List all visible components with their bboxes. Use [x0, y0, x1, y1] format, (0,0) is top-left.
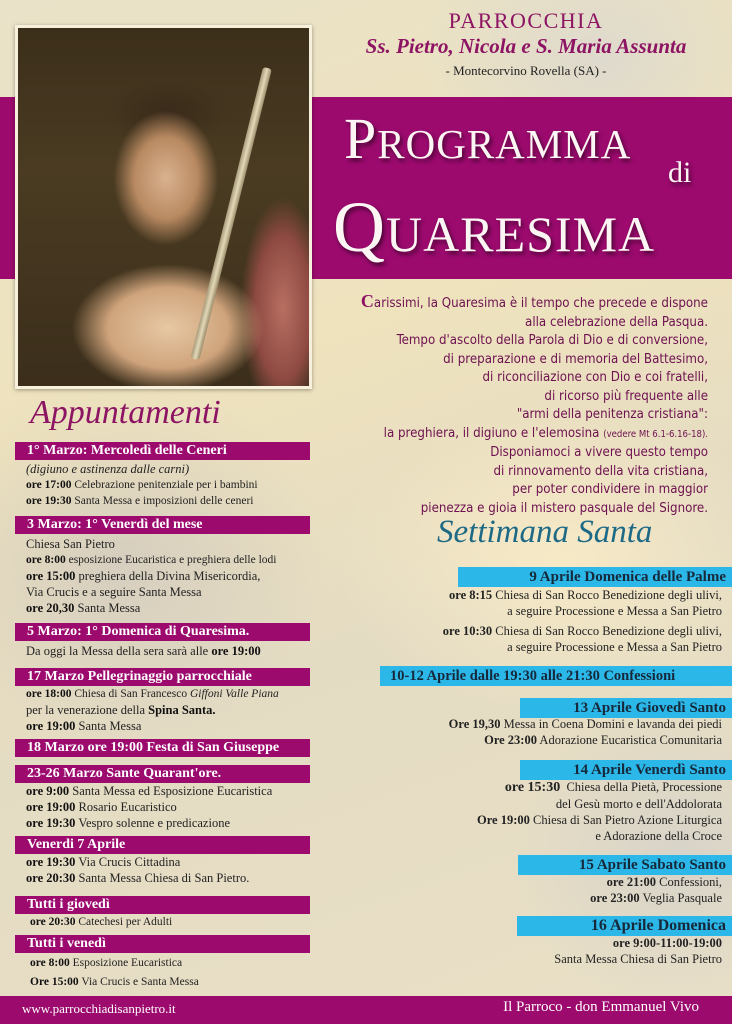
event-text: Chiesa di San Rocco Benedizione degli ulivi,: [495, 588, 722, 602]
event-location: Giffoni Valle Piana: [189, 688, 279, 700]
event-heading: 1° Marzo: Mercoledì delle Ceneri: [15, 442, 310, 460]
event-heading: Venerdi 7 Aprile: [15, 836, 310, 854]
parish-label: PARROCCHIA: [448, 8, 604, 33]
event-time: ore 8:15: [449, 588, 493, 602]
event-heading: 3 Marzo: 1° Venerdì del mese: [15, 516, 310, 534]
event-time: ore 19:30: [26, 855, 76, 869]
event-text: preghiera della Divina Misericordia,: [78, 569, 261, 583]
event-time: ore 8:00: [30, 957, 70, 969]
intro-line: la preghiera, il digiuno e l'elemosina: [383, 425, 600, 441]
event-text: Celebrazione penitenziale per i bambini: [74, 479, 258, 491]
holy-week-heading: 13 Aprile Giovedì Santo: [520, 698, 732, 718]
intro-line: per poter condividere in maggior: [512, 482, 708, 497]
title-quaresima: Quaresima: [333, 187, 656, 267]
intro-message: [308, 292, 708, 518]
holy-week-details: [554, 935, 722, 967]
event-time: ore 9:00-11:00-19:00: [612, 936, 722, 950]
event-text: esposizione Eucaristica e preghiera delle lodi: [68, 554, 277, 566]
event-time: ore 15:00: [26, 569, 76, 583]
parish-name: Ss. Pietro, Nicola e S. Maria Assunta: [365, 34, 687, 58]
event-text: Esposizione Eucaristica: [72, 957, 183, 969]
event-details: [26, 461, 316, 509]
event-highlight: Spina Santa.: [148, 703, 216, 717]
event-time: ore 19:30: [26, 816, 76, 830]
event-time: Ore 15:00: [30, 976, 79, 988]
title-programma: Programma: [344, 106, 632, 171]
event-text: a seguire Processione e Messa a San Pietro: [507, 604, 722, 618]
intro-line: "armi della penitenza cristiana":: [516, 407, 708, 422]
event-text: per la venerazione della: [26, 703, 146, 717]
event-heading: 23-26 Marzo Sante Quarant'ore.: [15, 765, 310, 783]
website-link[interactable]: www.parrocchiadisanpietro.it: [22, 1001, 176, 1016]
event-text: Santa Messa ed Esposizione Eucaristica: [72, 784, 273, 798]
priest-signature: Il Parroco - don Emmanuel Vivo: [503, 999, 699, 1015]
event-text: Chiesa di San Pietro Azione Liturgica: [533, 813, 722, 827]
event-details: [26, 854, 316, 886]
event-time: ore 18:00: [26, 688, 72, 700]
event-time: ore 19:00: [26, 719, 76, 733]
event-text: Da oggi la Messa della sera sarà alle: [26, 644, 209, 658]
event-text: Confessioni,: [659, 875, 722, 889]
event-text: Messa in Coena Domini e lavanda dei piedi: [503, 717, 722, 731]
event-time: ore 20:30: [30, 916, 76, 928]
intro-dropcap: C: [360, 291, 374, 311]
event-text: Santa Messa Chiesa di San Pietro: [554, 952, 722, 966]
event-text: Santa Messa Chiesa di San Pietro.: [78, 871, 250, 885]
event-details: [26, 686, 316, 734]
painting-image: [18, 28, 309, 386]
holy-week-heading: 9 Aprile Domenica delle Palme: [458, 567, 732, 587]
event-time: ore 20,30: [26, 601, 75, 615]
event-text: Via Crucis Cittadina: [78, 855, 181, 869]
event-time: Ore 19,30: [448, 717, 501, 731]
holy-week-details: [477, 779, 722, 844]
event-time: ore 8:00: [26, 554, 66, 566]
event-heading: Tutti i venedì: [15, 935, 310, 953]
event-time: ore 17:00: [26, 479, 72, 491]
event-details: [30, 914, 320, 930]
event-time: ore 20:30: [26, 871, 76, 885]
parish-location: - Montecorvino Rovella (SA) -: [445, 63, 607, 78]
event-time: ore 10:30: [442, 624, 493, 638]
event-time: ore 19:00: [26, 800, 76, 814]
holy-week-details: [449, 716, 722, 748]
event-time: ore 21:00: [606, 875, 657, 889]
event-text: Veglia Pasquale: [642, 891, 722, 905]
event-text: del Gesù morto e dell'Addolorata: [555, 797, 722, 811]
intro-line: di rinnovamento della vita cristiana,: [493, 463, 708, 479]
event-time: ore 19:00: [211, 644, 261, 658]
event-heading: 18 Marzo ore 19:00 Festa di San Giuseppe: [15, 739, 310, 757]
footer: [0, 996, 732, 1024]
event-time: Ore 19:00: [477, 813, 530, 827]
event-heading: 17 Marzo Pellegrinaggio parrocchiale: [15, 668, 310, 686]
event-time: ore 19:30: [26, 495, 72, 507]
event-time: Ore 23:00: [484, 733, 537, 747]
page-title: [330, 102, 732, 277]
holy-week-details: [590, 874, 722, 906]
intro-line: Tempo d'ascolto della Parola di Dio e di conversione,: [396, 333, 708, 348]
event-text: Santa Messa: [78, 719, 142, 733]
holy-week-heading: 10-12 Aprile dalle 19:30 alle 21:30 Confessioni: [380, 666, 732, 686]
event-text: e Adorazione della Croce: [595, 829, 722, 843]
holy-week-heading: 14 Aprile Venerdì Santo: [520, 760, 732, 780]
intro-line: di preparazione e di memoria del Battesimo,: [443, 351, 708, 367]
intro-line: di riconciliazione con Dio e coi fratelli,: [482, 370, 708, 385]
settimana-santa-heading: Settimana Santa: [437, 514, 653, 550]
reed-staff: [191, 67, 272, 360]
appuntamenti-heading: Appuntamenti: [30, 394, 221, 431]
intro-line: alla celebrazione della Pasqua.: [525, 314, 708, 330]
holy-week-heading: 15 Aprile Sabato Santo: [518, 855, 732, 875]
event-text: Chiesa di San Rocco Benedizione degli ulivi,: [495, 624, 722, 638]
event-text: Chiesa di San Francesco: [74, 688, 188, 700]
event-time: ore 15:30: [504, 780, 561, 795]
event-text: a seguire Processione e Messa a San Pietro: [507, 640, 722, 654]
parish-header: [320, 8, 732, 82]
event-place: Chiesa San Pietro: [26, 537, 115, 551]
intro-line: di ricorso più frequente alle: [544, 388, 708, 404]
intro-line: Disponiamoci a vivere questo tempo: [490, 445, 708, 460]
event-details: [30, 954, 320, 992]
event-text: Rosario Eucaristico: [78, 800, 177, 814]
event-text: Via Crucis e Santa Messa: [81, 976, 199, 988]
event-time: ore 23:00: [590, 891, 640, 905]
intro-line: arissimi, la Quaresima è il tempo che precede e dispone: [373, 296, 708, 311]
event-heading: 5 Marzo: 1° Domenica di Quaresima.: [15, 623, 310, 641]
event-text: Chiesa della Pietà, Processione: [566, 780, 722, 794]
event-details: [26, 536, 316, 616]
event-text: Santa Messa e imposizioni delle ceneri: [74, 495, 254, 507]
event-text: Santa Messa: [77, 601, 141, 615]
event-time: ore 9:00: [26, 784, 70, 798]
event-text: Catechesi per Adulti: [78, 916, 173, 928]
ecce-homo-painting: [15, 25, 312, 389]
event-text: Adorazione Eucaristica Comunitaria: [539, 733, 722, 747]
event-details: [26, 783, 316, 831]
holy-week-heading: 16 Aprile Domenica: [517, 916, 732, 936]
event-text: Via Crucis e a seguire Santa Messa: [26, 585, 202, 599]
event-note: (digiuno e astinenza dalle carni): [26, 462, 190, 476]
event-text: Vespro solenne e predicazione: [78, 816, 231, 830]
holy-week-details: [443, 587, 722, 655]
title-di: di: [668, 156, 692, 189]
event-heading: Tutti i giovedì: [15, 896, 310, 914]
intro-line: pienezza e gioia il mistero pasquale del Signore.: [420, 500, 708, 516]
event-details: [26, 643, 316, 659]
bible-reference: (vedere Mt 6.1-6.16-18).: [603, 428, 708, 440]
